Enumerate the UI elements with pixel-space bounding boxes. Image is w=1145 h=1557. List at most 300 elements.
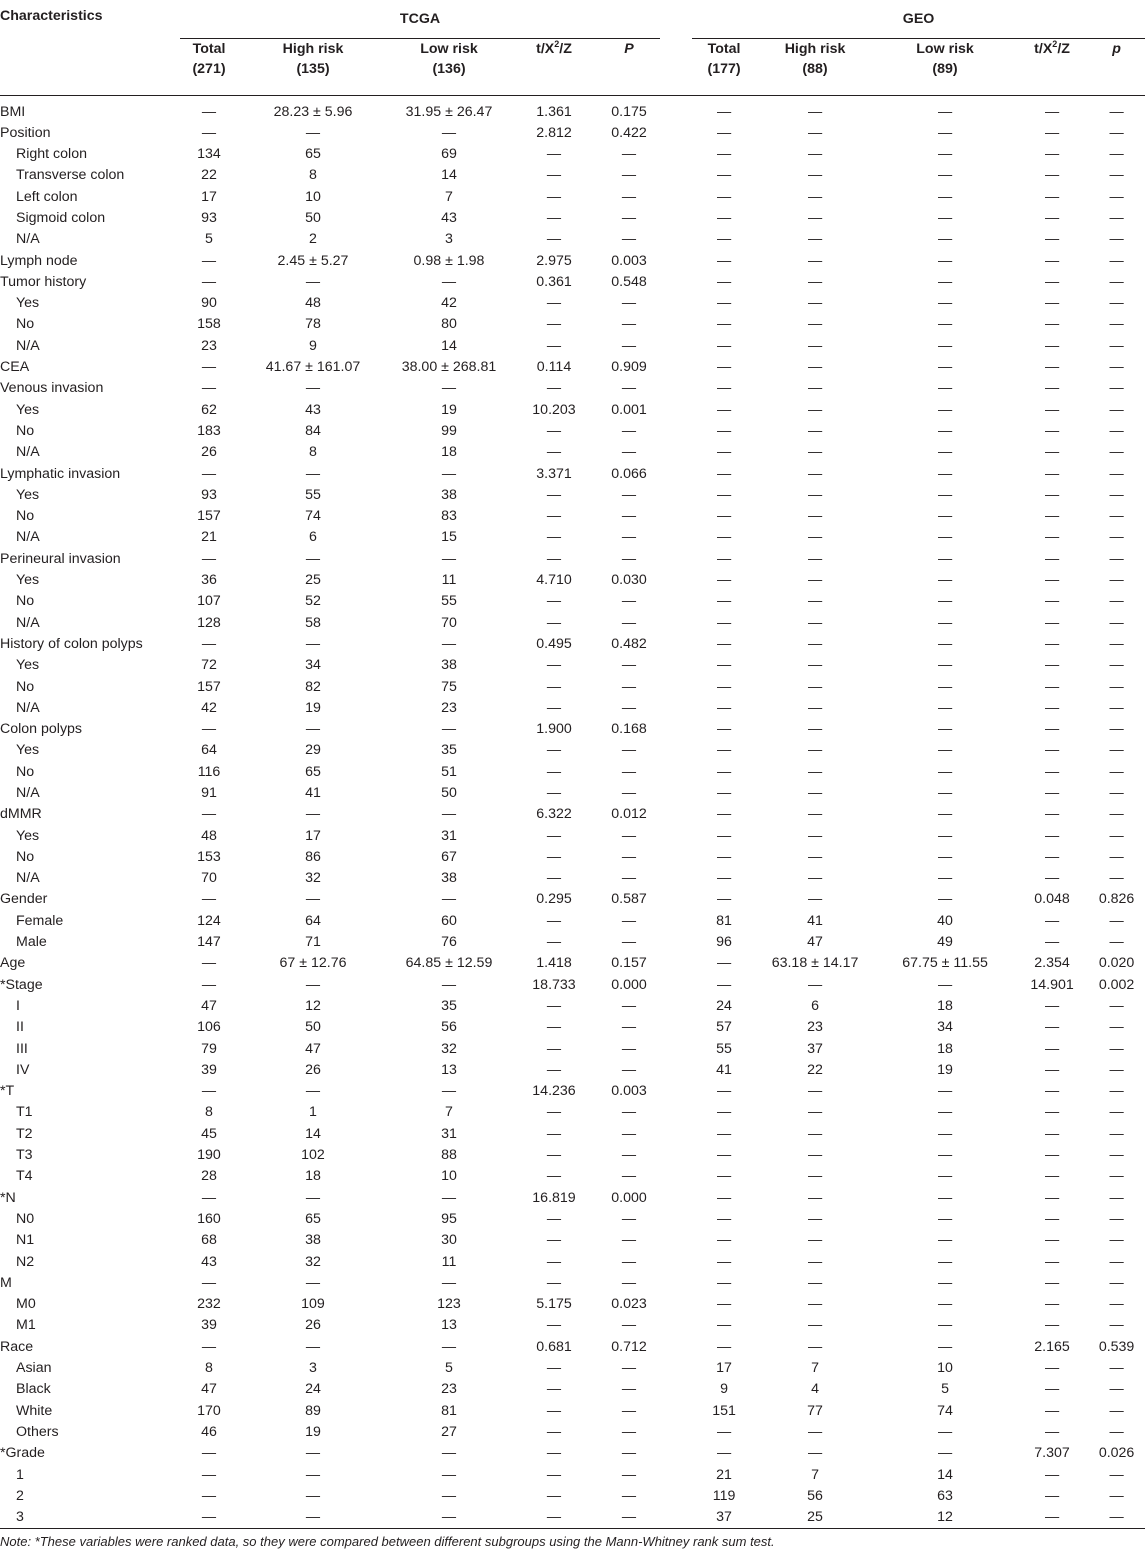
table-cell: 9: [720, 1381, 728, 1398]
table-row: [0, 421, 1145, 442]
table-cell: 123: [437, 1296, 461, 1313]
table-cell: —: [621, 1423, 637, 1440]
table-cell: —: [807, 444, 823, 461]
table-cell: 14.236: [532, 1083, 576, 1100]
table-cell: —: [1044, 870, 1060, 887]
table-cell: 70: [441, 614, 457, 631]
column-gap: [660, 1337, 692, 1358]
table-cell: —: [716, 891, 732, 908]
table-row: [0, 783, 1145, 804]
table-cell: —: [546, 593, 562, 610]
table-cell: 70: [201, 870, 217, 887]
table-cell: —: [807, 721, 823, 738]
table-cell: —: [1109, 1466, 1124, 1483]
row-label: T1: [16, 1104, 33, 1121]
table-cell: —: [621, 1381, 637, 1398]
table-cell: 12: [305, 997, 321, 1014]
table-cell: —: [201, 550, 217, 567]
table-cell: —: [621, 380, 637, 397]
table-cell: —: [1109, 1147, 1124, 1164]
table-cell: 67 ± 12.76: [279, 955, 347, 972]
table-cell: —: [1044, 763, 1060, 780]
table-cell: —: [1109, 1061, 1124, 1078]
row-label: IV: [16, 1061, 30, 1078]
table-cell: —: [1109, 1402, 1124, 1419]
table-row: [0, 1486, 1145, 1507]
table-cell: —: [716, 721, 732, 738]
table-cell: 158: [197, 316, 221, 333]
table-cell: 24: [716, 997, 732, 1014]
row-label: Age: [0, 955, 26, 972]
column-gap: [660, 1401, 692, 1422]
table-cell: —: [1109, 1274, 1124, 1291]
table-cell: 65: [305, 763, 321, 780]
table-row: [0, 208, 1145, 229]
table-cell: —: [1044, 508, 1060, 525]
table-cell: —: [1109, 1104, 1124, 1121]
table-row: [0, 400, 1145, 421]
column-gap: [660, 1252, 692, 1273]
table-cell: 17: [305, 827, 321, 844]
table-cell: 157: [197, 678, 221, 695]
table-row: [0, 1465, 1145, 1486]
table-cell: —: [1109, 1232, 1124, 1249]
table-row: [0, 464, 1145, 485]
column-gap: [660, 1209, 692, 1230]
table-cell: 18: [937, 1040, 953, 1057]
column-gap: [660, 932, 692, 953]
column-gap: [660, 953, 692, 974]
table-row: [0, 719, 1145, 740]
table-cell: —: [1109, 1040, 1124, 1057]
row-label: Gender: [0, 891, 48, 908]
table-cell: —: [305, 465, 321, 482]
table-cell: 25: [305, 572, 321, 589]
table-cell: —: [201, 124, 217, 141]
column-gap: [660, 1422, 692, 1443]
table-cell: 102: [301, 1147, 325, 1164]
table-cell: 0.000: [611, 1189, 647, 1206]
table-cell: —: [1044, 1168, 1060, 1185]
table-cell: —: [180, 1507, 238, 1529]
table-cell: —: [716, 593, 732, 610]
table-cell: —: [546, 209, 562, 226]
table-cell: —: [937, 742, 953, 759]
table-cell: —: [807, 508, 823, 525]
table-cell: —: [1044, 1232, 1060, 1249]
table-cell: —: [937, 444, 953, 461]
table-cell: —: [716, 444, 732, 461]
column-gap: [660, 1017, 692, 1038]
table-cell: —: [441, 1274, 457, 1291]
column-gap: [660, 804, 692, 825]
tcga-total-header: Total (271): [180, 38, 238, 95]
table-cell: —: [716, 465, 732, 482]
table-cell: —: [937, 1253, 953, 1270]
table-cell: —: [1044, 1466, 1060, 1483]
table-cell: —: [1044, 1487, 1060, 1504]
table-cell: —: [716, 1189, 732, 1206]
table-cell: 23: [807, 1019, 823, 1036]
table-cell: —: [1109, 1189, 1124, 1206]
row-label: Colon polyps: [0, 721, 83, 738]
table-cell: —: [546, 295, 562, 312]
table-row: [0, 165, 1145, 186]
table-row: [0, 527, 1145, 548]
table-cell: —: [1109, 699, 1124, 716]
table-cell: 28.23 ± 5.96: [273, 103, 353, 120]
table-cell: 72: [201, 657, 217, 674]
table-cell: —: [1109, 614, 1124, 631]
row-label: T4: [16, 1168, 33, 1185]
geo-p-header: p: [1088, 38, 1145, 95]
table-row: [0, 1315, 1145, 1336]
table-row: [0, 975, 1145, 996]
table-cell: 31: [441, 1125, 457, 1142]
table-cell: —: [305, 1189, 321, 1206]
table-cell: —: [201, 359, 217, 376]
table-cell: —: [621, 316, 637, 333]
tcga-p-header: P: [598, 38, 660, 95]
table-cell: —: [441, 1083, 457, 1100]
table-row: [0, 314, 1145, 335]
table-cell: —: [716, 1338, 732, 1355]
table-row: [0, 229, 1145, 250]
column-gap: [660, 251, 692, 272]
table-cell: —: [201, 955, 217, 972]
row-label: No: [16, 422, 35, 439]
column-gap: [660, 783, 692, 804]
table-cell: 10: [305, 188, 321, 205]
table-cell: 10.203: [532, 401, 576, 418]
table-cell: —: [807, 976, 823, 993]
table-cell: —: [1109, 1360, 1124, 1377]
row-label: N2: [16, 1253, 35, 1270]
table-row: [0, 1401, 1145, 1422]
table-cell: 47: [305, 1040, 321, 1057]
table-cell: —: [1044, 1147, 1060, 1164]
table-cell: 47: [807, 934, 823, 951]
table-cell: 27: [441, 1423, 457, 1440]
table-cell: —: [807, 1083, 823, 1100]
table-cell: —: [201, 1466, 217, 1483]
table-cell: —: [546, 1019, 562, 1036]
table-cell: 0.909: [611, 359, 647, 376]
table-cell: —: [546, 742, 562, 759]
table-cell: —: [937, 1445, 953, 1462]
column-gap: [660, 1230, 692, 1251]
table-cell: 0.175: [611, 103, 647, 120]
table-cell: 0.000: [611, 976, 647, 993]
table-row: [0, 1102, 1145, 1123]
table-cell: —: [1044, 273, 1060, 290]
table-cell: 18: [441, 444, 457, 461]
row-label: N/A: [16, 231, 40, 248]
geo-statistic-header: $t/X^2/Z$: [1016, 38, 1088, 95]
table-cell: —: [937, 635, 953, 652]
table-cell: —: [1044, 124, 1060, 141]
table-cell: 0.003: [611, 252, 647, 269]
table-cell: —: [807, 1445, 823, 1462]
table-cell: 183: [197, 422, 221, 439]
table-cell: —: [305, 1274, 321, 1291]
table-cell: —: [716, 124, 732, 141]
column-gap: [660, 1188, 692, 1209]
table-cell: —: [807, 848, 823, 865]
row-label: N/A: [16, 699, 40, 716]
column-gap: [660, 847, 692, 868]
row-label: Black: [16, 1381, 51, 1398]
column-gap: [660, 144, 692, 165]
table-cell: 34: [305, 657, 321, 674]
table-cell: —: [1109, 827, 1124, 844]
row-label: BMI: [0, 103, 26, 120]
table-cell: —: [937, 1125, 953, 1142]
table-cell: 6: [309, 529, 317, 546]
table-cell: —: [201, 273, 217, 290]
table-cell: 83: [441, 508, 457, 525]
table-cell: —: [716, 848, 732, 865]
table-cell: —: [621, 209, 637, 226]
table-cell: —: [807, 593, 823, 610]
table-cell: 64: [305, 912, 321, 929]
geo-total-header: Total (177): [692, 38, 756, 95]
table-cell: —: [201, 635, 217, 652]
table-cell: —: [621, 614, 637, 631]
table-cell: —: [716, 550, 732, 567]
table-cell: —: [546, 934, 562, 951]
table-cell: —: [546, 1147, 562, 1164]
table-cell: 74: [937, 1402, 953, 1419]
table-cell: —: [305, 550, 321, 567]
table-row: [0, 698, 1145, 719]
table-cell: 0.826: [1098, 891, 1135, 908]
table-cell: —: [937, 721, 953, 738]
table-cell: —: [1109, 188, 1124, 205]
geo-high-risk-header: High risk (88): [756, 38, 874, 95]
table-cell: —: [716, 209, 732, 226]
table-cell: —: [937, 337, 953, 354]
table-cell: —: [546, 1253, 562, 1270]
table-cell: —: [716, 380, 732, 397]
table-cell: —: [621, 146, 637, 163]
table-cell: —: [716, 529, 732, 546]
column-gap: [660, 123, 692, 144]
table-cell: —: [1109, 209, 1124, 226]
table-cell: 55: [441, 593, 457, 610]
row-label: Yes: [16, 295, 40, 312]
table-cell: 34: [937, 1019, 953, 1036]
table-cell: 81: [716, 912, 732, 929]
table-row: [0, 187, 1145, 208]
table-cell: 89: [305, 1402, 321, 1419]
table-cell: —: [1109, 997, 1124, 1014]
row-label: Transverse colon: [16, 167, 125, 184]
table-cell: —: [305, 1487, 321, 1504]
table-cell: —: [716, 763, 732, 780]
table-cell: —: [807, 1317, 823, 1334]
table-cell: 7: [445, 188, 453, 205]
table-cell: —: [598, 1507, 660, 1529]
table-cell: —: [716, 614, 732, 631]
column-gap: [660, 272, 692, 293]
table-cell: 21: [716, 1466, 732, 1483]
row-label: 1: [16, 1466, 24, 1483]
table-cell: —: [1044, 337, 1060, 354]
table-row: [0, 911, 1145, 932]
table-cell: 2.354: [1034, 955, 1070, 972]
column-gap: [660, 208, 692, 229]
table-cell: —: [1088, 1507, 1145, 1529]
table-cell: —: [621, 912, 637, 929]
column-gap: [660, 826, 692, 847]
table-cell: —: [1109, 678, 1124, 695]
table-cell: 10: [937, 1360, 953, 1377]
table-cell: —: [807, 870, 823, 887]
table-row: [0, 1230, 1145, 1251]
table-cell: —: [1109, 380, 1124, 397]
geo-group-header: GEO: [692, 0, 1145, 38]
table-cell: 5: [941, 1381, 949, 1398]
table-cell: 55: [305, 486, 321, 503]
column-gap: [660, 1358, 692, 1379]
table-row: [0, 634, 1145, 655]
table-cell: 96: [716, 934, 732, 951]
table-cell: 7: [445, 1104, 453, 1121]
table-cell: —: [441, 465, 457, 482]
table-cell: —: [1109, 1125, 1124, 1142]
column-gap: [660, 655, 692, 676]
table-body: [0, 102, 1145, 1529]
table-cell: —: [441, 721, 457, 738]
table-cell: —: [937, 486, 953, 503]
table-cell: —: [1044, 614, 1060, 631]
row-label: T2: [16, 1125, 33, 1142]
table-cell: 14.901: [1030, 976, 1074, 993]
column-gap: [660, 1294, 692, 1315]
table-cell: —: [201, 380, 217, 397]
table-cell: 68: [201, 1232, 217, 1249]
table-cell: —: [807, 401, 823, 418]
table-cell: 43: [441, 209, 457, 226]
table-cell: —: [1044, 848, 1060, 865]
table-cell: —: [1109, 1210, 1124, 1227]
table-cell: 35: [441, 997, 457, 1014]
table-cell: —: [621, 529, 637, 546]
table-cell: —: [546, 188, 562, 205]
table-row: [0, 570, 1145, 591]
row-label: No: [16, 678, 35, 695]
row-label: *Stage: [0, 976, 43, 993]
table-cell: 45: [201, 1125, 217, 1142]
column-gap: [660, 1443, 692, 1464]
table-cell: 153: [197, 848, 221, 865]
table-cell: 11: [441, 1253, 457, 1270]
table-cell: —: [621, 444, 637, 461]
table-cell: —: [716, 657, 732, 674]
table-cell: —: [1044, 785, 1060, 801]
table-row: [0, 251, 1145, 272]
table-cell: —: [621, 1466, 637, 1483]
table-cell: 74: [305, 508, 321, 525]
table-cell: —: [807, 359, 823, 376]
table-cell: —: [1044, 1019, 1060, 1036]
table-cell: 14: [441, 167, 457, 184]
table-cell: —: [807, 295, 823, 312]
table-cell: —: [716, 635, 732, 652]
table-cell: —: [621, 870, 637, 887]
table-cell: —: [716, 359, 732, 376]
table-cell: 116: [197, 763, 221, 780]
table-cell: —: [1044, 167, 1060, 184]
table-cell: 13: [441, 1061, 457, 1078]
table-cell: —: [621, 1253, 637, 1270]
table-cell: 21: [201, 529, 217, 546]
table-cell: 67.75 ± 11.55: [902, 955, 988, 972]
row-label: N/A: [16, 444, 40, 461]
table-cell: 12: [874, 1507, 1016, 1529]
table-cell: —: [621, 550, 637, 567]
table-cell: —: [937, 1423, 953, 1440]
row-label: Yes: [16, 486, 40, 503]
row-label: N/A: [16, 529, 40, 546]
table-cell: —: [621, 1274, 637, 1291]
table-row: [0, 1145, 1145, 1166]
table-cell: 0.548: [611, 273, 647, 290]
table-cell: —: [621, 678, 637, 695]
row-label: CEA: [0, 359, 30, 376]
table-cell: —: [1109, 593, 1124, 610]
table-cell: —: [1044, 721, 1060, 738]
table-cell: —: [305, 1338, 321, 1355]
table-cell: —: [807, 252, 823, 269]
table-cell: 0.020: [1098, 955, 1135, 972]
row-label: N/A: [16, 337, 40, 354]
table-cell: —: [716, 678, 732, 695]
table-cell: —: [305, 721, 321, 738]
table-cell: —: [937, 295, 953, 312]
table-cell: —: [937, 146, 953, 163]
table-cell: 17: [201, 188, 217, 205]
table-cell: —: [441, 1466, 457, 1483]
column-gap: [660, 996, 692, 1017]
table-cell: —: [937, 1147, 953, 1164]
table-cell: —: [621, 1445, 637, 1462]
table-cell: 0.001: [611, 401, 647, 418]
column-gap: [660, 1081, 692, 1102]
table-cell: 0.482: [611, 635, 647, 652]
table-cell: 3: [309, 1360, 317, 1377]
column-gap: [660, 975, 692, 996]
table-cell: —: [937, 1083, 953, 1100]
table-cell: 29: [305, 742, 321, 759]
table-cell: 170: [197, 1402, 221, 1419]
row-label: Yes: [16, 401, 40, 418]
row-label: Left colon: [16, 188, 78, 205]
table-cell: —: [937, 976, 953, 993]
column-gap: [660, 719, 692, 740]
table-cell: —: [807, 1232, 823, 1249]
table-cell: —: [807, 1423, 823, 1440]
table-cell: —: [201, 721, 217, 738]
table-cell: 32: [305, 870, 321, 887]
table-cell: —: [1044, 635, 1060, 652]
table-row: [0, 1188, 1145, 1209]
table-cell: —: [546, 1381, 562, 1398]
table-footnote: Note: *These variables were ranked data, so they were compared between different subgroups using the Mann-Whitney rank sum test.: [0, 1534, 775, 1549]
table-cell: —: [807, 1189, 823, 1206]
table-cell: —: [1044, 529, 1060, 546]
